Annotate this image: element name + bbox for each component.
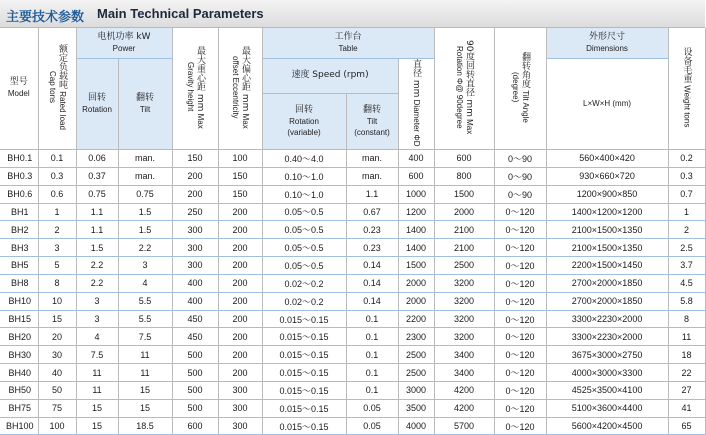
cell-max-rotation: 5700: [434, 417, 494, 435]
cell-power-tilt: 18.5: [118, 417, 172, 435]
cell-tilt-angle: 0～90: [494, 149, 546, 167]
cell-power-tilt: 15: [118, 399, 172, 417]
cell-model: BH3: [0, 239, 38, 257]
cell-gravity-height: 450: [172, 328, 218, 346]
cell-dimensions: 930×660×720: [546, 167, 668, 185]
cell-model: BH10: [0, 292, 38, 310]
header-dimensions-unit: L×W×H (mm): [546, 58, 668, 149]
header-power-tilt: 翻转 Tilt: [118, 58, 172, 149]
cell-speed-tilt: 0.23: [346, 221, 398, 239]
cell-power-tilt: man.: [118, 167, 172, 185]
cell-speed-rotation: 0.02～0.2: [262, 292, 346, 310]
cell-diameter: 1000: [398, 185, 434, 203]
cell-model: BH0.6: [0, 185, 38, 203]
cell-tilt-angle: 0～120: [494, 399, 546, 417]
cell-diameter: 2500: [398, 346, 434, 364]
cell-power-rotation: 2.2: [76, 257, 118, 275]
table-row: [0, 399, 705, 417]
cell-power-tilt: 11: [118, 346, 172, 364]
cell-speed-rotation: 0.015～0.15: [262, 417, 346, 435]
cell-power-rotation: 3: [76, 310, 118, 328]
cell-model: BH20: [0, 328, 38, 346]
cell-power-tilt: 1.5: [118, 203, 172, 221]
header-max-rotation: 90度回转直径 mm Max Rotation Φ@ 90degree: [434, 28, 494, 149]
cell-speed-tilt: 0.1: [346, 328, 398, 346]
table-row: [0, 149, 705, 167]
cell-model: BH2: [0, 221, 38, 239]
cell-gravity-height: 400: [172, 292, 218, 310]
table-row: [0, 417, 705, 435]
cell-speed-tilt: 0.14: [346, 292, 398, 310]
cell-eccentricity: 200: [218, 292, 262, 310]
cell-power-tilt: 3: [118, 257, 172, 275]
cell-gravity-height: 150: [172, 149, 218, 167]
cell-speed-rotation: 0.10～1.0: [262, 167, 346, 185]
cell-eccentricity: 300: [218, 381, 262, 399]
cell-speed-tilt: 0.1: [346, 310, 398, 328]
cell-dimensions: 5600×4200×4500: [546, 417, 668, 435]
cell-speed-tilt: 0.1: [346, 364, 398, 382]
table-row: [0, 167, 705, 185]
cell-eccentricity: 200: [218, 328, 262, 346]
cell-speed-rotation: 0.40～4.0: [262, 149, 346, 167]
cell-tilt-angle: 0～120: [494, 257, 546, 275]
cell-max-rotation: 3400: [434, 364, 494, 382]
cell-dimensions: 4000×3000×3300: [546, 364, 668, 382]
cell-weight: 3.7: [668, 257, 705, 275]
cell-weight: 27: [668, 381, 705, 399]
cell-speed-tilt: man.: [346, 167, 398, 185]
cell-speed-tilt: 0.05: [346, 399, 398, 417]
cell-eccentricity: 300: [218, 399, 262, 417]
cell-gravity-height: 200: [172, 185, 218, 203]
table-row: [0, 203, 705, 221]
cell-power-rotation: 0.75: [76, 185, 118, 203]
cell-tilt-angle: 0～120: [494, 346, 546, 364]
table-row: [0, 185, 705, 203]
cell-speed-tilt: 0.1: [346, 381, 398, 399]
cell-gravity-height: 300: [172, 257, 218, 275]
cell-tilt-angle: 0～120: [494, 292, 546, 310]
cell-power-tilt: 4: [118, 274, 172, 292]
cell-rated-load: 3: [38, 239, 76, 257]
cell-model: BH75: [0, 399, 38, 417]
table-row: [0, 381, 705, 399]
cell-diameter: 1200: [398, 203, 434, 221]
cell-tilt-angle: 0～120: [494, 381, 546, 399]
table-row: [0, 310, 705, 328]
technical-parameters-table: [0, 28, 706, 435]
cell-power-tilt: man.: [118, 149, 172, 167]
cell-tilt-angle: 0～120: [494, 274, 546, 292]
cell-eccentricity: 100: [218, 149, 262, 167]
cell-speed-rotation: 0.015～0.15: [262, 310, 346, 328]
cell-diameter: 1400: [398, 239, 434, 257]
cell-tilt-angle: 0～120: [494, 203, 546, 221]
cell-power-tilt: 11: [118, 364, 172, 382]
cell-power-rotation: 1.1: [76, 221, 118, 239]
cell-diameter: 2000: [398, 292, 434, 310]
cell-diameter: 1400: [398, 221, 434, 239]
cell-model: BH8: [0, 274, 38, 292]
cell-gravity-height: 500: [172, 381, 218, 399]
cell-dimensions: 3300×2230×2000: [546, 328, 668, 346]
table-row: [0, 328, 705, 346]
header-power-rotation: 回转 Rotation: [76, 58, 118, 149]
cell-dimensions: 2100×1500×1350: [546, 221, 668, 239]
cell-speed-tilt: 0.05: [346, 417, 398, 435]
cell-weight: 2.5: [668, 239, 705, 257]
header-weight: 设备毛重 Weight tons: [668, 28, 705, 149]
table-row: [0, 221, 705, 239]
cell-power-rotation: 0.37: [76, 167, 118, 185]
cell-eccentricity: 300: [218, 417, 262, 435]
cell-weight: 1: [668, 203, 705, 221]
cell-power-tilt: 1.5: [118, 221, 172, 239]
header-gravity-height: 最大重心距 mm Max Gravity height: [172, 28, 218, 149]
header-tilt-angle: 翻转角度 Tilt Angle (degree): [494, 28, 546, 149]
cell-speed-tilt: 0.14: [346, 274, 398, 292]
cell-rated-load: 50: [38, 381, 76, 399]
cell-diameter: 2200: [398, 310, 434, 328]
cell-tilt-angle: 0～120: [494, 310, 546, 328]
header-diameter: 直径 mm Diameter ΦD: [398, 58, 434, 149]
header-speed-rotation: 回转 Rotation (variable): [262, 94, 346, 150]
cell-max-rotation: 2100: [434, 221, 494, 239]
cell-eccentricity: 200: [218, 274, 262, 292]
cell-gravity-height: 300: [172, 221, 218, 239]
cell-rated-load: 30: [38, 346, 76, 364]
cell-gravity-height: 450: [172, 310, 218, 328]
cell-dimensions: 1400×1200×1200: [546, 203, 668, 221]
cell-speed-tilt: 0.1: [346, 346, 398, 364]
cell-rated-load: 15: [38, 310, 76, 328]
cell-rated-load: 5: [38, 257, 76, 275]
cell-diameter: 1500: [398, 257, 434, 275]
cell-tilt-angle: 0～120: [494, 328, 546, 346]
title-bar: [0, 0, 705, 28]
table-row: [0, 292, 705, 310]
cell-speed-rotation: 0.015～0.15: [262, 364, 346, 382]
cell-diameter: 600: [398, 167, 434, 185]
cell-rated-load: 8: [38, 274, 76, 292]
cell-weight: 65: [668, 417, 705, 435]
cell-dimensions: 2700×2000×1850: [546, 292, 668, 310]
cell-weight: 2: [668, 221, 705, 239]
cell-speed-tilt: 0.23: [346, 239, 398, 257]
cell-tilt-angle: 0～120: [494, 239, 546, 257]
cell-rated-load: 75: [38, 399, 76, 417]
cell-dimensions: 5100×3600×4400: [546, 399, 668, 417]
cell-power-rotation: 1.1: [76, 203, 118, 221]
cell-eccentricity: 200: [218, 203, 262, 221]
cell-gravity-height: 500: [172, 364, 218, 382]
cell-max-rotation: 2100: [434, 239, 494, 257]
header-power: 电机功率 kW Power: [76, 28, 172, 58]
cell-speed-tilt: man.: [346, 149, 398, 167]
table-row: [0, 364, 705, 382]
cell-max-rotation: 3200: [434, 310, 494, 328]
cell-speed-rotation: 0.05～0.5: [262, 239, 346, 257]
cell-weight: 22: [668, 364, 705, 382]
header-speed: 速度 Speed (rpm): [262, 58, 398, 94]
cell-tilt-angle: 0～90: [494, 185, 546, 203]
header-speed-tilt: 翻转 Tilt (constant): [346, 94, 398, 150]
cell-speed-tilt: 1.1: [346, 185, 398, 203]
cell-diameter: 3500: [398, 399, 434, 417]
cell-weight: 5.8: [668, 292, 705, 310]
cell-max-rotation: 800: [434, 167, 494, 185]
cell-power-rotation: 11: [76, 381, 118, 399]
cell-tilt-angle: 0～120: [494, 364, 546, 382]
cell-weight: 0.2: [668, 149, 705, 167]
cell-eccentricity: 200: [218, 239, 262, 257]
header-table: 工作台 Table: [262, 28, 434, 58]
cell-weight: 0.7: [668, 185, 705, 203]
cell-gravity-height: 200: [172, 167, 218, 185]
cell-power-tilt: 7.5: [118, 328, 172, 346]
cell-rated-load: 20: [38, 328, 76, 346]
cell-diameter: 400: [398, 149, 434, 167]
cell-weight: 18: [668, 346, 705, 364]
header-model: 型号 Model: [0, 28, 38, 149]
table-row: [0, 239, 705, 257]
cell-speed-rotation: 0.05～0.5: [262, 257, 346, 275]
header-dimensions: 外形尺寸 Dimensions: [546, 28, 668, 58]
cell-eccentricity: 150: [218, 167, 262, 185]
cell-power-rotation: 3: [76, 292, 118, 310]
cell-max-rotation: 3200: [434, 274, 494, 292]
cell-speed-tilt: 0.14: [346, 257, 398, 275]
cell-diameter: 2300: [398, 328, 434, 346]
cell-eccentricity: 200: [218, 346, 262, 364]
cell-tilt-angle: 0～120: [494, 417, 546, 435]
cell-diameter: 2500: [398, 364, 434, 382]
cell-speed-rotation: 0.015～0.15: [262, 346, 346, 364]
cell-gravity-height: 250: [172, 203, 218, 221]
cell-power-rotation: 11: [76, 364, 118, 382]
cell-gravity-height: 500: [172, 346, 218, 364]
cell-speed-rotation: 0.02～0.2: [262, 274, 346, 292]
cell-power-tilt: 2.2: [118, 239, 172, 257]
cell-weight: 4.5: [668, 274, 705, 292]
cell-gravity-height: 600: [172, 417, 218, 435]
cell-power-tilt: 0.75: [118, 185, 172, 203]
table-row: [0, 346, 705, 364]
cell-power-rotation: 4: [76, 328, 118, 346]
cell-weight: 8: [668, 310, 705, 328]
cell-speed-rotation: 0.015～0.15: [262, 399, 346, 417]
cell-dimensions: 3300×2230×2000: [546, 310, 668, 328]
cell-dimensions: 4525×3500×4100: [546, 381, 668, 399]
cell-rated-load: 0.3: [38, 167, 76, 185]
cell-power-rotation: 7.5: [76, 346, 118, 364]
cell-rated-load: 40: [38, 364, 76, 382]
cell-model: BH5: [0, 257, 38, 275]
cell-power-rotation: 1.5: [76, 239, 118, 257]
cell-power-rotation: 2.2: [76, 274, 118, 292]
cell-max-rotation: 4200: [434, 399, 494, 417]
cell-model: BH0.3: [0, 167, 38, 185]
cell-dimensions: 560×400×420: [546, 149, 668, 167]
cell-power-tilt: 5.5: [118, 310, 172, 328]
cell-diameter: 4000: [398, 417, 434, 435]
cell-eccentricity: 200: [218, 310, 262, 328]
cell-diameter: 2000: [398, 274, 434, 292]
cell-max-rotation: 3200: [434, 292, 494, 310]
cell-tilt-angle: 0～90: [494, 167, 546, 185]
cell-max-rotation: 4200: [434, 381, 494, 399]
cell-eccentricity: 200: [218, 221, 262, 239]
cell-speed-rotation: 0.10～1.0: [262, 185, 346, 203]
cell-speed-rotation: 0.05～0.5: [262, 221, 346, 239]
cell-max-rotation: 2500: [434, 257, 494, 275]
cell-speed-rotation: 0.015～0.15: [262, 381, 346, 399]
cell-dimensions: 2700×2000×1850: [546, 274, 668, 292]
cell-max-rotation: 600: [434, 149, 494, 167]
cell-gravity-height: 400: [172, 274, 218, 292]
cell-model: BH50: [0, 381, 38, 399]
cell-power-tilt: 15: [118, 381, 172, 399]
cell-gravity-height: 300: [172, 239, 218, 257]
title-english: Main Technical Parameters: [97, 6, 264, 21]
cell-model: BH15: [0, 310, 38, 328]
cell-rated-load: 2: [38, 221, 76, 239]
table-body: [0, 149, 705, 435]
title-chinese: 主要技术参数: [6, 10, 85, 25]
cell-speed-rotation: 0.05～0.5: [262, 203, 346, 221]
header-eccentricity: 最大偏心距 mm Max offset Eccentricity: [218, 28, 262, 149]
cell-dimensions: 2100×1500×1350: [546, 239, 668, 257]
cell-dimensions: 3675×3000×2750: [546, 346, 668, 364]
cell-tilt-angle: 0～120: [494, 221, 546, 239]
cell-weight: 11: [668, 328, 705, 346]
cell-model: BH100: [0, 417, 38, 435]
cell-model: BH1: [0, 203, 38, 221]
header-rated-load: 额定负载吨 Rated load Cap tons: [38, 28, 76, 149]
cell-power-tilt: 5.5: [118, 292, 172, 310]
cell-eccentricity: 200: [218, 364, 262, 382]
cell-rated-load: 1: [38, 203, 76, 221]
cell-dimensions: 1200×900×850: [546, 185, 668, 203]
cell-max-rotation: 1500: [434, 185, 494, 203]
cell-eccentricity: 150: [218, 185, 262, 203]
cell-power-rotation: 0.06: [76, 149, 118, 167]
cell-max-rotation: 2000: [434, 203, 494, 221]
cell-eccentricity: 200: [218, 257, 262, 275]
cell-power-rotation: 15: [76, 399, 118, 417]
cell-rated-load: 10: [38, 292, 76, 310]
cell-model: BH40: [0, 364, 38, 382]
cell-power-rotation: 15: [76, 417, 118, 435]
cell-max-rotation: 3400: [434, 346, 494, 364]
cell-gravity-height: 500: [172, 399, 218, 417]
cell-weight: 41: [668, 399, 705, 417]
cell-diameter: 3000: [398, 381, 434, 399]
cell-rated-load: 0.1: [38, 149, 76, 167]
cell-dimensions: 2200×1500×1450: [546, 257, 668, 275]
cell-rated-load: 0.6: [38, 185, 76, 203]
cell-model: BH30: [0, 346, 38, 364]
table-row: [0, 257, 705, 275]
table-row: [0, 274, 705, 292]
cell-weight: 0.3: [668, 167, 705, 185]
cell-speed-tilt: 0.67: [346, 203, 398, 221]
cell-speed-rotation: 0.015～0.15: [262, 328, 346, 346]
cell-max-rotation: 3200: [434, 328, 494, 346]
cell-model: BH0.1: [0, 149, 38, 167]
cell-rated-load: 100: [38, 417, 76, 435]
